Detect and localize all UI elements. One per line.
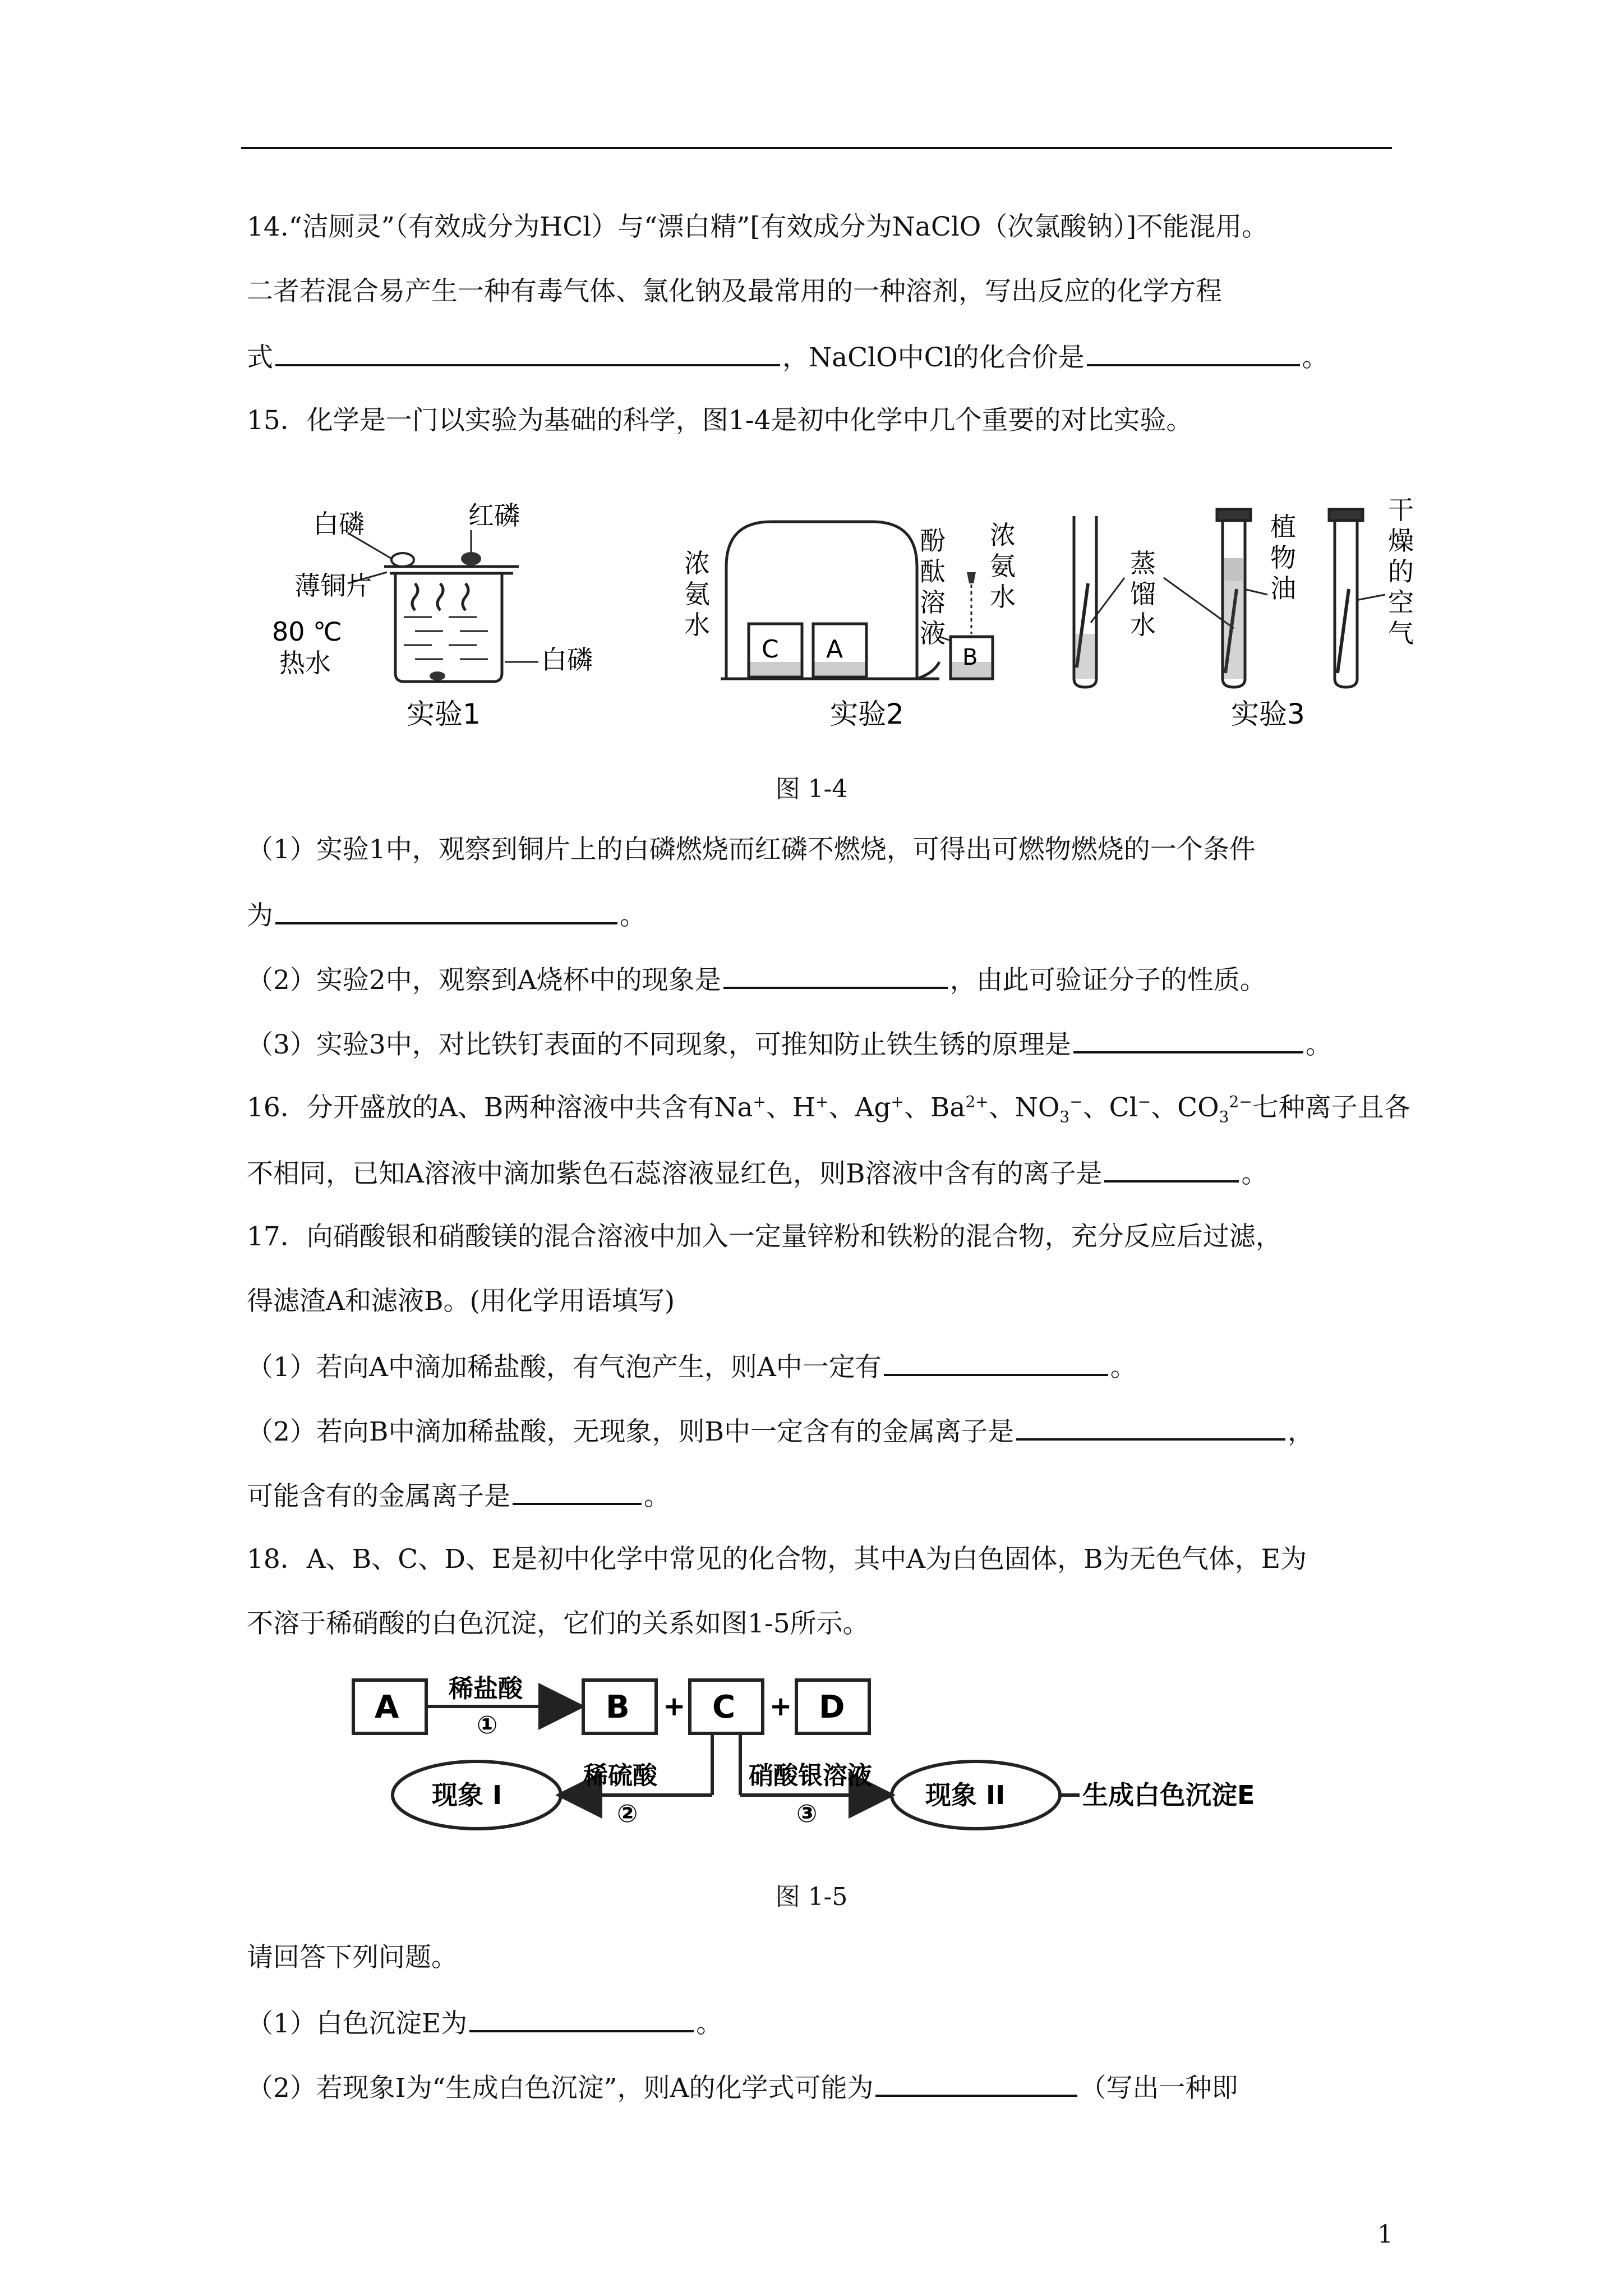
figure-1-4: [247, 494, 1503, 752]
plus-1: +: [663, 1691, 686, 1722]
answer-blank[interactable]: [1087, 339, 1300, 366]
q17-line2: 得滤渣A和滤液B。(用化学用语填写): [247, 1286, 675, 1317]
q18-line1: 18．A、B、C、D、E是初中化学中常见的化合物，其中A为白色固体，B为无色气体，E为: [247, 1544, 1307, 1575]
reagent-agno3: 硝酸银溶液: [749, 1761, 872, 1790]
q15-p3: （3）实验3中，对比铁钉表面的不同现象，可推知防止铁生锈的原理是 。: [247, 1027, 1332, 1062]
label-dry-air: 干燥的空气: [1388, 495, 1414, 648]
red-phosphorus: [461, 552, 481, 565]
node-b: B: [606, 1689, 630, 1726]
q15-p1-line2: 为 。: [247, 898, 646, 933]
q18-p1: （1）白色沉淀E为 。: [247, 2005, 722, 2041]
q17-line1: 17．向硝酸银和硝酸镁的混合溶液中加入一定量锌粉和铁粉的混合物，充分反应后过滤，: [247, 1221, 1282, 1252]
label-vegetable-oil: 植物油: [1270, 512, 1296, 604]
q18-p2: （2）若现象I为“生成白色沉淀”，则A的化学式可能为 （写出一种即: [247, 2070, 1238, 2105]
q17-p2-line1: （2）若向B中滴加稀盐酸，无现象，则B中一定含有的金属离子是 ，: [247, 1414, 1314, 1449]
answer-blank[interactable]: [723, 962, 948, 989]
q14-line1: 14.“洁厕灵”（有效成分为HCl）与“漂白精”[有效成分为NaClO（次氯酸钠）]不能混用。: [247, 211, 1269, 242]
q16-line2: 不相同，已知A溶液中滴加紫色石蕊溶液显红色，则B溶液中含有的离子是 。: [247, 1156, 1267, 1191]
caption-exp2: 实验2: [830, 698, 904, 730]
result-white-precipitate: 生成白色沉淀E: [1082, 1780, 1255, 1810]
figure-1-4-caption: 图 1-4: [775, 775, 848, 803]
q14-line3: 式 ，NaClO中Cl的化合价是 。: [247, 339, 1329, 375]
page-number: 1: [1377, 2220, 1393, 2249]
q17-p1: （1）若向A中滴加稀盐酸，有气泡产生，则A中一定有 。: [247, 1349, 1137, 1384]
caption-exp3: 实验3: [1231, 698, 1305, 730]
answer-blank[interactable]: [275, 339, 780, 366]
label-distilled-water: 蒸馏水: [1130, 548, 1156, 640]
bell-jar: [726, 522, 917, 679]
q17-p2-line2: 可能含有的金属离子是 。: [247, 1478, 670, 1513]
q18-ask: 请回答下列问题。: [247, 1942, 458, 1973]
step-1: ①: [477, 1711, 498, 1740]
answer-blank[interactable]: [275, 898, 617, 924]
q14-line2: 二者若混合易产生一种有毒气体、氯化钠及最常用的一种溶剂，写出反应的化学方程: [247, 276, 1222, 307]
label-conc-ammonia-left: 浓氨水: [684, 548, 710, 640]
reagent-hcl: 稀盐酸: [449, 1674, 523, 1703]
label-conc-ammonia-right: 浓氨水: [990, 520, 1016, 612]
white-phosphorus-top: [391, 553, 414, 567]
dropper-icon: [967, 572, 976, 583]
answer-blank[interactable]: [884, 1349, 1108, 1376]
phenomenon-2: 现象 II: [925, 1780, 1006, 1810]
q15-p2: （2）实验2中，观察到A烧杯中的现象是 ，由此可验证分子的性质。: [247, 962, 1266, 997]
q15-intro: 15．化学是一门以实验为基础的科学，图1-4是初中化学中几个重要的对比实验。: [247, 405, 1193, 436]
label-hot-water: 热水: [279, 648, 331, 678]
label-white-p: 白磷: [313, 509, 365, 539]
plus-2: +: [769, 1691, 792, 1722]
label-white-p-bottom: 白磷: [541, 645, 593, 675]
figure-1-5: [348, 1672, 1301, 1857]
node-c: C: [712, 1689, 736, 1726]
label-temp: 80 ℃: [272, 616, 342, 647]
answer-blank[interactable]: [1016, 1414, 1285, 1441]
beaker-1: [395, 573, 502, 682]
label-phenolphthalein: 酚酞溶液: [920, 526, 946, 648]
answer-blank[interactable]: [1104, 1156, 1239, 1182]
q18-line2: 不溶于稀硝酸的白色沉淀，它们的关系如图1-5所示。: [247, 1608, 869, 1639]
caption-exp1: 实验1: [407, 698, 481, 730]
q16-line1: 16．分开盛放的A、B两种溶液中共含有Na+、H+、Ag+、$Ba^{2+}$、$NO_3^-$、Cl−、$CO_3^{2-}$七种离子且各: [247, 1092, 1410, 1126]
answer-blank[interactable]: [875, 2070, 1077, 2097]
answer-blank[interactable]: [513, 1478, 642, 1505]
label-b: B: [962, 645, 978, 670]
phenomenon-1: 现象 I: [432, 1780, 502, 1810]
label-a: A: [826, 635, 843, 664]
header-rule: [241, 147, 1392, 149]
node-a: A: [375, 1689, 399, 1726]
label-red-p: 红磷: [468, 500, 520, 531]
white-phosphorus-bottom: [430, 671, 445, 680]
q15-p1-line1: （1）实验1中，观察到铜片上的白磷燃烧而红磷不燃烧，可得出可燃物燃烧的一个条件: [247, 834, 1256, 865]
answer-blank[interactable]: [469, 2005, 694, 2032]
step-3: ③: [796, 1800, 818, 1828]
figure-1-5-caption: 图 1-5: [775, 1883, 848, 1911]
answer-blank[interactable]: [1073, 1027, 1303, 1053]
label-copper: 薄铜片: [294, 570, 372, 601]
node-d: D: [819, 1689, 845, 1726]
step-2: ②: [617, 1800, 638, 1828]
reagent-h2so4: 稀硫酸: [583, 1761, 657, 1790]
label-c: C: [762, 635, 779, 664]
